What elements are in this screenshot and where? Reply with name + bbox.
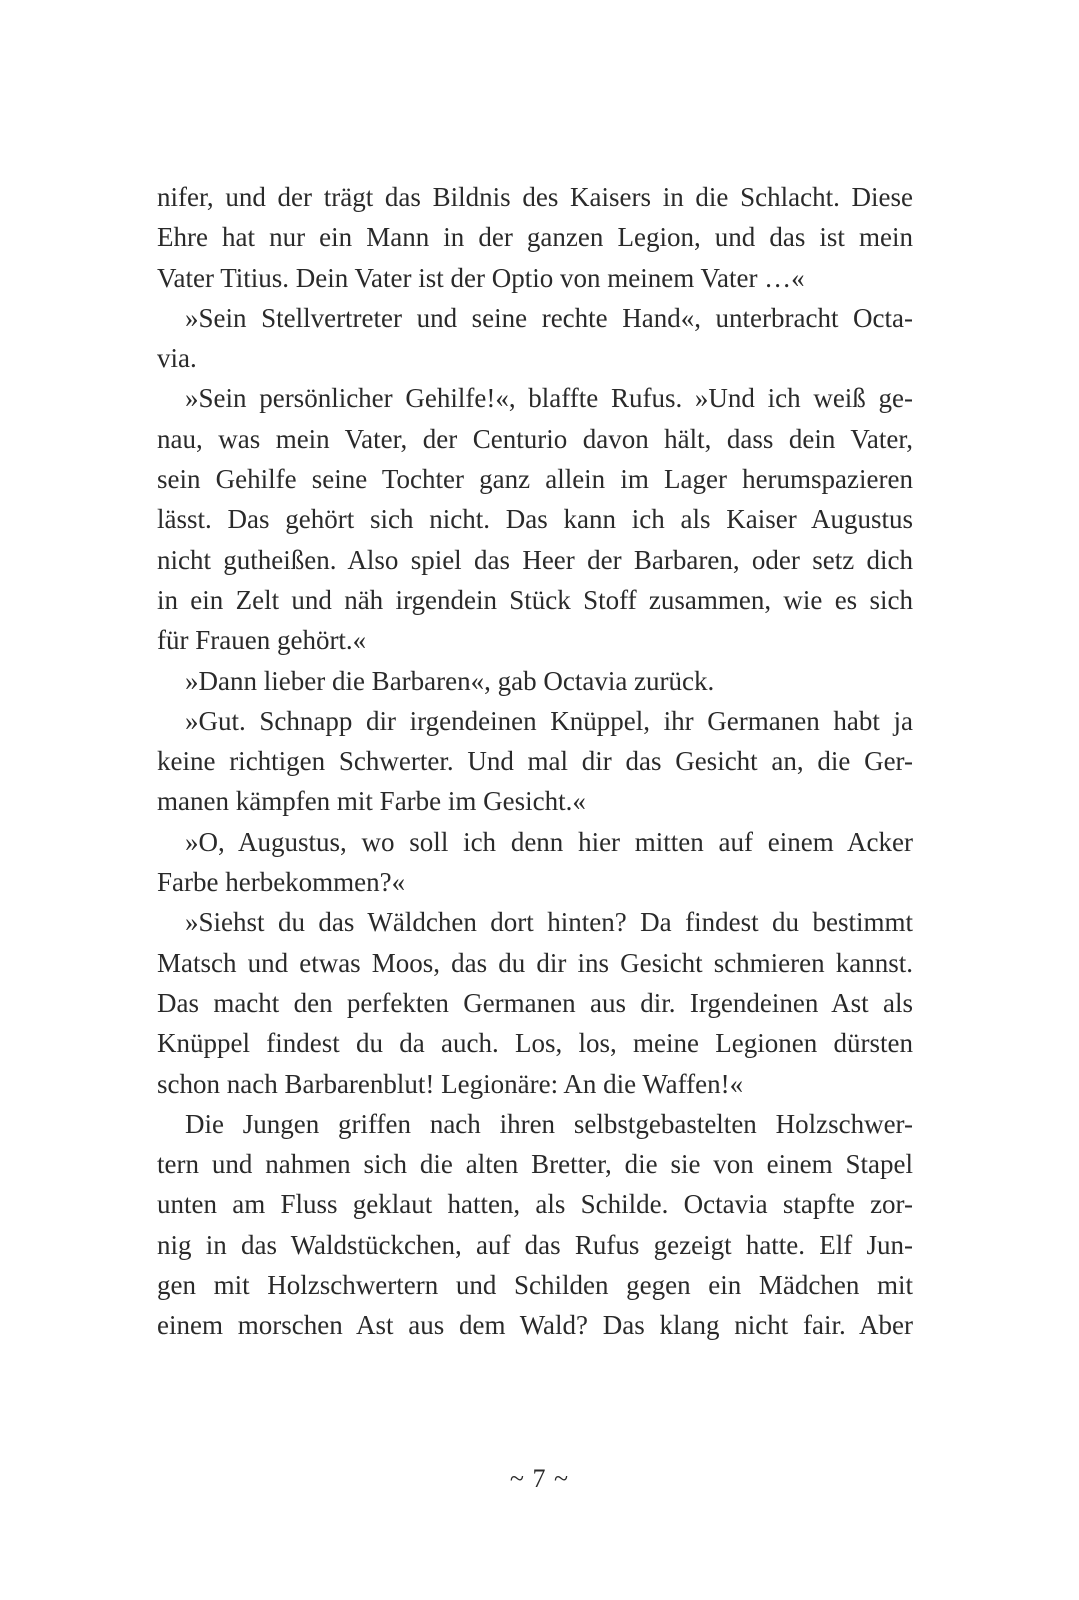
text-line: Farbe herbekommen?« xyxy=(157,867,406,898)
text-line: »Siehst du das Wäldchen dort hinten? Da findest du bestimmt xyxy=(185,907,913,938)
body-text xyxy=(157,177,913,1346)
text-line: Das macht den perfekten Germanen aus dir. Irgendeinen Ast als xyxy=(157,987,913,1018)
text-line: Knüppel findest du da auch. Los, los, meine Legionen dürsten xyxy=(157,1028,913,1059)
text-line: sein Gehilfe seine Tochter ganz allein im Lager herumspazieren xyxy=(157,464,913,495)
text-line: Die Jungen griffen nach ihren selbstgebastelten Holzschwer- xyxy=(185,1108,913,1139)
text-line: »Sein persönlicher Gehilfe!«, blaffte Rufus. »Und ich weiß ge- xyxy=(185,383,913,414)
text-line: schon nach Barbarenblut! Legionäre: An die Waffen!« xyxy=(157,1068,744,1099)
text-line: nifer, und der trägt das Bildnis des Kaisers in die Schlacht. Diese xyxy=(157,182,913,212)
text-line: lässt. Das gehört sich nicht. Das kann ich als Kaiser Augustus xyxy=(157,504,913,535)
text-line: nicht gutheißen. Also spiel das Heer der Barbaren, oder setz dich xyxy=(157,544,913,575)
text-line: Ehre hat nur ein Mann in der ganzen Legion, und das ist mein xyxy=(157,222,913,253)
text-line: »Sein Stellvertreter und seine rechte Hand«, unterbracht Octa- xyxy=(185,302,913,333)
page-number: ~ 7 ~ xyxy=(509,1464,570,1493)
text-line: unten am Fluss geklaut hatten, als Schilde. Octavia stapfte zor- xyxy=(157,1189,913,1220)
text-line: in ein Zelt und näh irgendein Stück Stoff zusammen, wie es sich xyxy=(157,584,913,615)
text-line: für Frauen gehört.« xyxy=(157,625,367,656)
text-line: »O, Augustus, wo soll ich denn hier mitten auf einem Acker xyxy=(185,826,913,857)
text-line: einem morschen Ast aus dem Wald? Das klang nicht fair. Aber xyxy=(157,1310,913,1341)
text-line: nau, was mein Vater, der Centurio davon hält, dass dein Vater, xyxy=(157,423,913,454)
text-line: gen mit Holzschwertern und Schilden gegen ein Mädchen mit xyxy=(157,1270,913,1301)
text-line: keine richtigen Schwerter. Und mal dir das Gesicht an, die Ger- xyxy=(157,746,913,777)
text-line: via. xyxy=(157,343,197,374)
text-line: tern und nahmen sich die alten Bretter, die sie von einem Stapel xyxy=(157,1149,913,1180)
text-line: Vater Titius. Dein Vater ist der Optio von meinem Vater …« xyxy=(157,262,805,293)
text-line: »Gut. Schnapp dir irgendeinen Knüppel, ihr Germanen habt ja xyxy=(185,705,913,736)
text-line: Matsch und etwas Moos, das du dir ins Gesicht schmieren kannst. xyxy=(157,947,913,978)
text-line: »Dann lieber die Barbaren«, gab Octavia zurück. xyxy=(185,665,715,696)
text-line: manen kämpfen mit Farbe im Gesicht.« xyxy=(157,786,586,817)
text-line: nig in das Waldstückchen, auf das Rufus gezeigt hatte. Elf Jun- xyxy=(157,1229,913,1260)
